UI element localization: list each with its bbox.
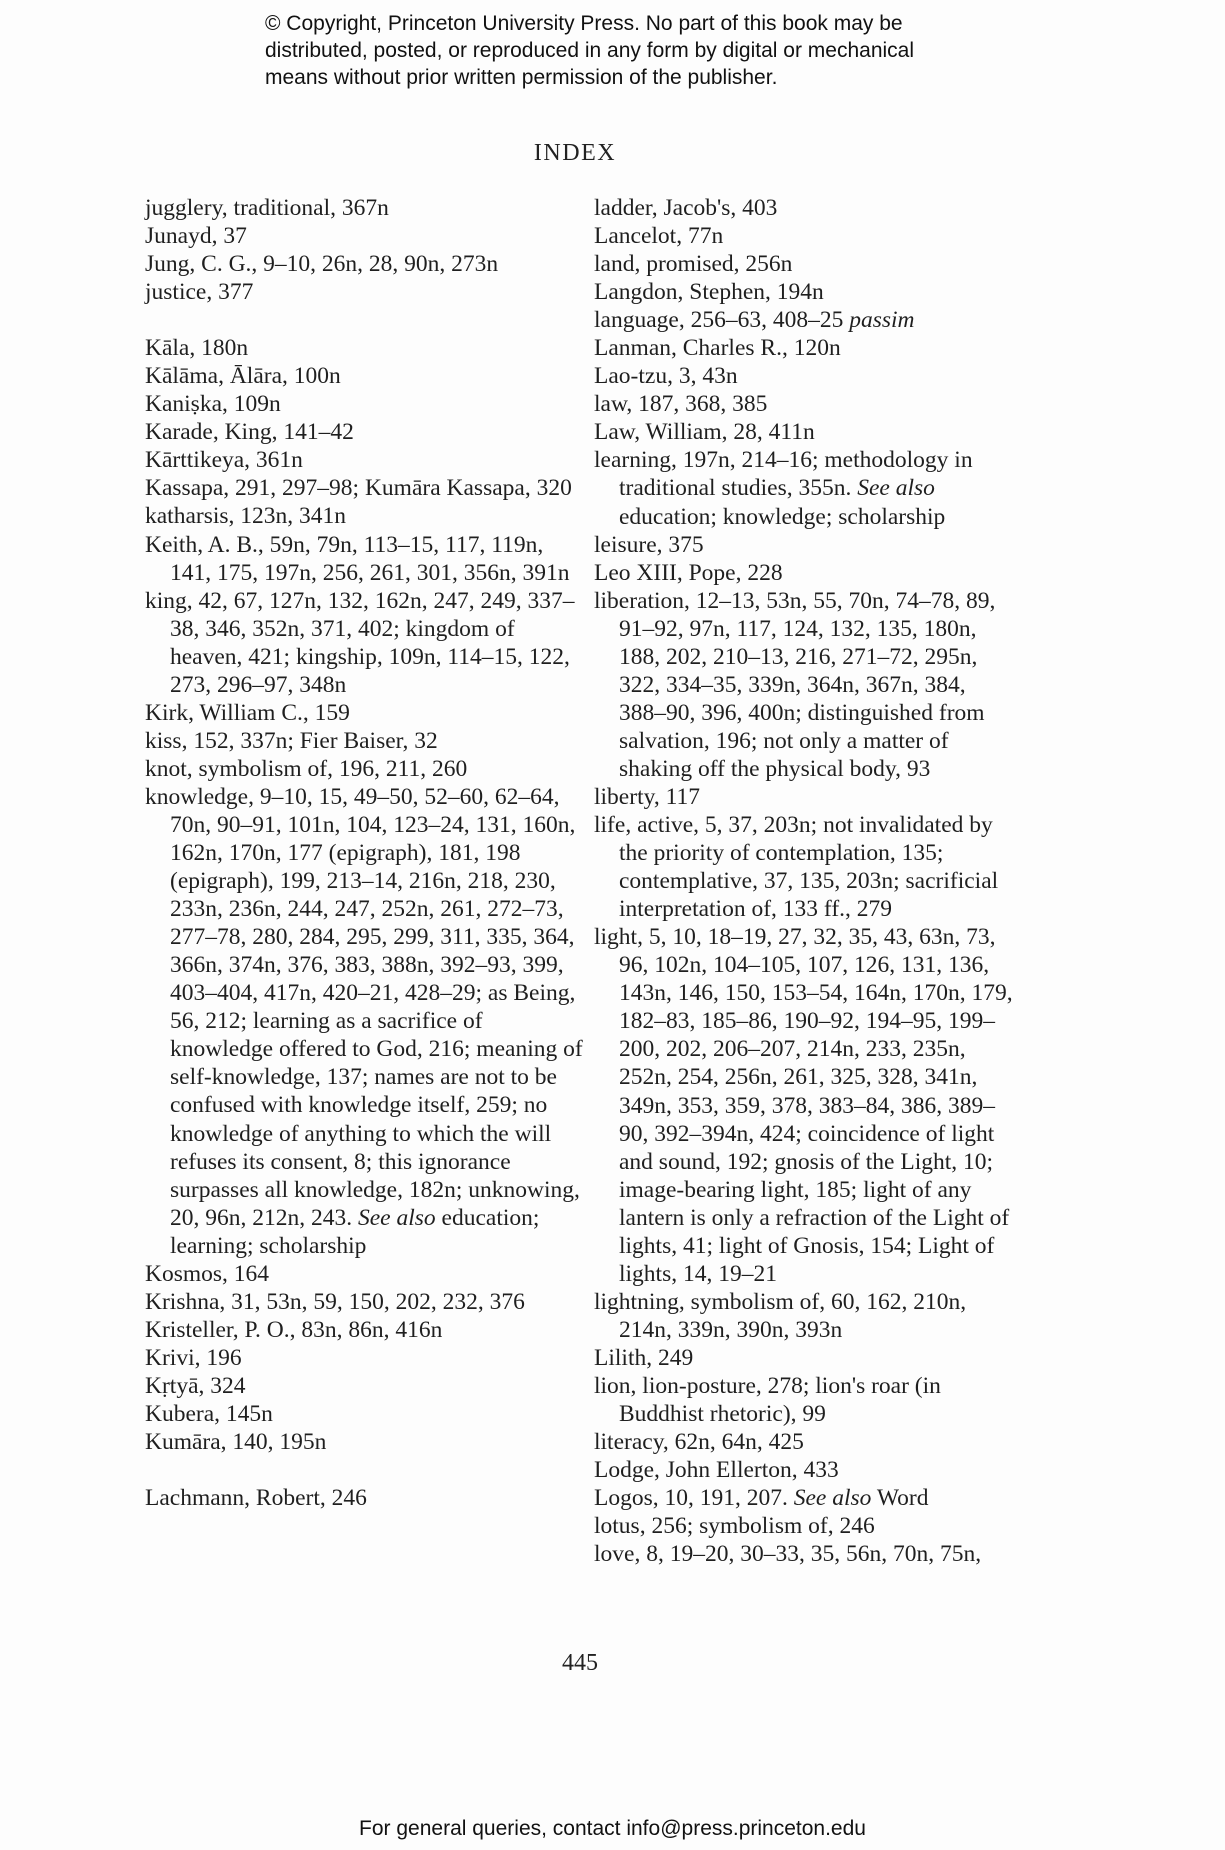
index-entry: lightning, symbolism of, 60, 162, 210n, 214n, 339n, 390n, 393n <box>594 1288 967 1343</box>
entry-text: Logos, 10, 191, 207. <box>594 1485 788 1512</box>
index-entry: leisure, 375 <box>594 531 704 558</box>
index-entry: Krishna, 31, 53n, 59, 150, 202, 232, 376 <box>145 1288 525 1315</box>
page-title: INDEX <box>533 140 617 166</box>
contact-footer: For general queries, contact info@press.princeton.edu <box>359 1817 866 1840</box>
see-also-label: See also <box>793 1485 872 1512</box>
index-entry: Junayd, 37 <box>145 223 247 250</box>
index-entry-knowledge <box>145 783 585 1260</box>
index-entry-learning <box>594 446 1014 530</box>
index-entry: Leo XIII, Pope, 228 <box>594 559 783 586</box>
entry-text: knowledge, 9–10, 15, 49–50, 52–60, 62–64, 70n, 90–91, 101n, 104, 123–24, 131, 160n, 162n, 170n, 177 (epigraph), 181, 198 (epigraph), 199, 213–14, 216n, 218, 230, 233n, 236n, 244, 247, 252n, 261, 272–73, 277–78, 280, 284, 295, 299, 311, 335, 364, 366n, 374n, 376, 383, 388n, 392–93, 399, 403–404, 417n, 420–21, 428–29; as Being, 56, 212; learning as a sacrifice of knowledge offered to God, 216; meaning of self-knowledge, 137; names are not to be confused with knowledge itself, 259; no knowledge of anything to which the will refuses its consent, 8; this ignorance surpasses all knowledge, 182n; unknowing, 20, 96n, 212n, 243. <box>145 783 583 1231</box>
index-entry: lotus, 256; symbolism of, 246 <box>594 1513 875 1540</box>
index-entry: ladder, Jacob's, 403 <box>594 195 778 221</box>
passim-label: passim <box>849 307 915 334</box>
index-entry: Kāla, 180n <box>145 335 249 362</box>
index-entry: Karade, King, 141–42 <box>145 419 354 446</box>
index-entry: Kassapa, 291, 297–98; Kumāra Kassapa, 320 <box>145 475 572 502</box>
index-entry-language <box>594 306 1014 334</box>
index-entry: Keith, A. B., 59n, 79n, 113–15, 117, 119n, 141, 175, 197n, 256, 261, 301, 356n, 391n <box>145 531 570 586</box>
index-entry: katharsis, 123n, 341n <box>145 503 347 530</box>
entry-text: language, 256–63, 408–25 <box>594 307 844 334</box>
index-entry: Kṛtyā, 324 <box>145 1372 246 1399</box>
index-entry: Lanman, Charles R., 120n <box>594 335 841 362</box>
see-also-text: education; learning; scholarship <box>170 1204 540 1259</box>
copyright-notice <box>265 10 985 91</box>
section-gap <box>145 1456 585 1484</box>
index-column-right <box>594 194 1014 1568</box>
index-entry: life, active, 5, 37, 203n; not invalidated by the priority of contemplation, 135; contemplative, 37, 135, 203n; sacrificial interpretation of, 133 ff., 279 <box>594 812 999 923</box>
index-column-left <box>145 194 585 1512</box>
index-entry: Kaniṣka, 109n <box>145 391 281 418</box>
index-entry: Law, William, 28, 411n <box>594 419 815 446</box>
see-also-text: education; knowledge; scholarship <box>619 503 946 530</box>
index-entry: knot, symbolism of, 196, 211, 260 <box>145 755 468 782</box>
see-also-text: Word <box>871 1485 929 1512</box>
index-entry: Kālāma, Ālāra, 100n <box>145 363 341 390</box>
index-entry: Jung, C. G., 9–10, 26n, 28, 90n, 273n <box>145 251 499 278</box>
index-entry: Kārttikeya, 361n <box>145 447 303 474</box>
index-entry: Lancelot, 77n <box>594 223 724 250</box>
see-also-label: See also <box>857 475 935 502</box>
index-entry: light, 5, 10, 18–19, 27, 32, 35, 43, 63n, 73, 96, 102n, 104–105, 107, 126, 131, 136, 143n, 146, 150, 153–54, 164n, 170n, 179, 182–83, 185–86, 190–92, 194–95, 199–200, 202, 206–207, 214n, 233, 235n, 252n, 254, 256n, 261, 325, 328, 341n, 349n, 353, 359, 378, 383–84, 386, 389–90, 392–394n, 424; coincidence of light and sound, 192; gnosis of the Light, 10; image-bearing light, 185; light of any lantern is only a refraction of the Light of lights, 41; light of Gnosis, 154; Light of lights, 14, 19–21 <box>594 924 1013 1287</box>
index-entry: Kubera, 145n <box>145 1400 273 1427</box>
index-entry: Kristeller, P. O., 83n, 86n, 416n <box>145 1316 443 1343</box>
index-entry: kiss, 152, 337n; Fier Baiser, 32 <box>145 727 438 754</box>
index-entry: Kosmos, 164 <box>145 1260 270 1287</box>
index-entry: Lodge, John Ellerton, 433 <box>594 1457 839 1484</box>
index-entry: liberty, 117 <box>594 783 700 810</box>
index-entry: Lilith, 249 <box>594 1344 694 1371</box>
index-entry: liberation, 12–13, 53n, 55, 70n, 74–78, 89, 91–92, 97n, 117, 124, 132, 135, 180n, 188, 202, 210–13, 216, 271–72, 295n, 322, 334–35, 339n, 364n, 367n, 384, 388–90, 396, 400n; distinguished from salvation, 196; not only a matter of shaking off the physical body, 93 <box>594 587 996 782</box>
see-also-label: See also <box>358 1204 436 1231</box>
copyright-line: means without prior written permission of the publisher. <box>265 66 778 89</box>
index-entry: law, 187, 368, 385 <box>594 391 768 418</box>
index-entry: Lachmann, Robert, 246 <box>145 1485 367 1512</box>
copyright-line: distributed, posted, or reproduced in any form by digital or mechanical <box>265 39 915 62</box>
copyright-line: © Copyright, Princeton University Press. No part of this book may be <box>265 12 903 35</box>
index-entry-logos <box>594 1484 1014 1512</box>
index-entry: Kirk, William C., 159 <box>145 699 350 726</box>
section-gap <box>145 306 585 334</box>
index-entry: jugglery, traditional, 367n <box>145 195 389 221</box>
index-entry: Lao-tzu, 3, 43n <box>594 363 738 390</box>
index-entry: literacy, 62n, 64n, 425 <box>594 1429 804 1456</box>
index-entry: Krivi, 196 <box>145 1344 242 1371</box>
index-entry: love, 8, 19–20, 30–33, 35, 56n, 70n, 75n, <box>594 1541 982 1568</box>
index-entry: justice, 377 <box>145 279 254 306</box>
index-entry: Kumāra, 140, 195n <box>145 1429 327 1456</box>
index-entry: king, 42, 67, 127n, 132, 162n, 247, 249, 337–38, 346, 352n, 371, 402; kingdom of heaven, 421; kingship, 109n, 114–15, 122, 273, 296–97, 348n <box>145 587 575 698</box>
index-entry: lion, lion-posture, 278; lion's roar (in Buddhist rhetoric), 99 <box>594 1372 941 1428</box>
entry-text: learning, 197n, 214–16; methodology in traditional studies, 355n. <box>594 447 973 502</box>
page-number: 445 <box>562 1650 598 1676</box>
index-entry: land, promised, 256n <box>594 251 793 278</box>
index-entry: Langdon, Stephen, 194n <box>594 279 824 306</box>
